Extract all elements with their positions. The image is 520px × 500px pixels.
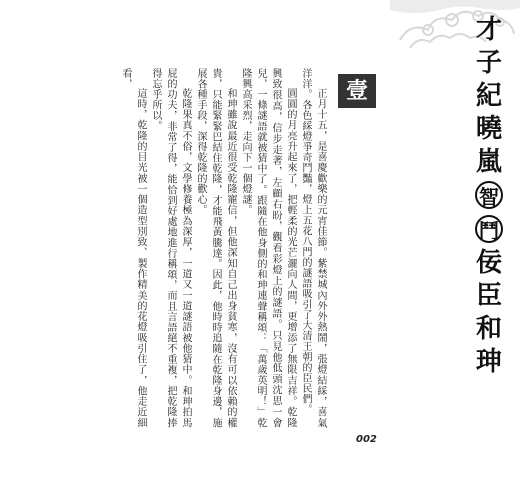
title-char: 才 [475,15,502,45]
paragraph: 這時，乾隆的目光被一個造型別致、製作精美的花燈吸引住了，他走近細看， [120,68,146,428]
title-char: 佞 [475,248,502,278]
chapter-badge: 壹 [338,74,376,108]
title-char: 珅 [475,347,502,377]
title-char: 子 [475,48,502,78]
paragraph: 圓圓的月亮升起來了，把輕柔的光芒灑向人間，更增添了無限吉祥。乾隆興致很高，信步走著，左顧右盼，觀看彩燈上的謎語。只見他低頭沈思一會兒，一條謎語就被猜中了。跟隨在他身側的和珅連聲稱頌：「萬歲英明！」乾隆興高采烈，走向下一個燈謎。 [240,68,296,428]
paragraph: 和珅雖說最近很受乾隆寵信，但他深知自己出身貧寒，沒有可以依賴的權貴，只能緊緊巴結住乾隆，才能飛黃騰達。因此，他時時追隨在乾隆身邊，施展各種手段，深得乾隆的歡心。 [195,68,236,428]
title-char: 紀 [475,81,502,111]
body-text [120,68,328,428]
title-char-highlighted: 智 [475,181,503,209]
paragraph: 正月十五，是喜慶歡樂的元宵佳節。紫禁城內外外熱鬧，張燈結綵，喜氣洋洋。各色綵燈爭奇鬥豔，燈上五花八門的謎語吸引了大清王朝的臣民們。 [300,68,326,428]
title-char: 臣 [475,281,502,311]
title-char: 嵐 [475,147,502,177]
title-char-highlighted: 鬥 [475,215,503,243]
title-char: 和 [475,314,502,344]
book-title [472,14,506,379]
paragraph: 乾隆果真不俗，文學修養極為深厚，一道又一道謎語被他猜中。和珅拍馬屁的功夫，非常了得，能恰到好處地進行稱頌，而且言語絕不重複，把乾隆捧得忘乎所以。 [150,68,191,428]
page-number: 002 [356,434,377,445]
title-char: 曉 [475,114,502,144]
